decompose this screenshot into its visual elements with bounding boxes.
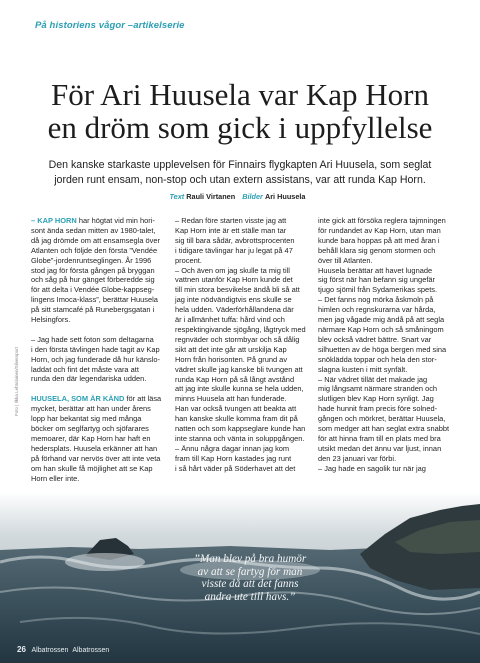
body-line: över till Atlanten. [318,255,373,265]
body-column-3 [318,216,450,474]
page-footer [17,645,109,654]
body-line: för att hinna fram till en plats med bra [318,433,441,443]
body-line: Huusela berättar att havet lugnade [318,265,433,275]
body-line: hela udden. Väderförhållandena där [175,305,294,315]
body-line: – Ännu några dagar innan jag kom [175,443,290,453]
body-line: runda Kap Horn på så långt avstånd [175,374,295,384]
body-line: böcker om seglfartyg och sjöfarares [31,424,149,433]
body-line: lopp har bekantat sig med många [31,414,142,424]
body-line: memoarer, där Kap Horn har haft en [31,433,151,443]
title-line: en dröm som gick i uppfyllelse [47,110,433,145]
magazine-name: Albatrossen [72,647,110,654]
body-line: natten och som kappseglare kunde han [175,424,306,434]
lead-in-keyword: HUUSELA, SOM ÄR KÄND [31,394,125,404]
body-line: den 23 januari var förbi. [318,453,397,463]
body-line: runda den där legendariska udden. [31,374,147,384]
body-line: minns Huusela att han funderade. [175,394,287,404]
body-line: Helsingfors. [31,315,71,325]
body-line: stod jag för första gången på bryggan [31,265,155,275]
body-line: silhuetten av de höga bergen med sina [318,344,447,354]
series-label: På historiens vågor –artikelserie [35,20,185,31]
title-line: För Ari Huusela var Kap Horn [51,77,429,112]
body-line: han kanske skulle komma fram dit på [175,414,298,424]
body-line: i den första tävlingen hade tagit av Kap [31,344,160,354]
body-line: närmare Kap Horn och så småningom [318,324,444,334]
body-line: att jag inte skulle kunna se hela udden, [175,384,304,394]
body-line: respektingivande sjögång, lågtryck med [175,324,306,334]
article-lead [40,158,440,188]
body-line: Horn, och jag funderade då hur känslo- [31,354,160,364]
body-line: slagna kusten i mitt synfält. [318,364,408,374]
body-line: på sitt stamcafé på Runebergsgatan i [31,305,155,315]
body-line: vädret skulle jag kanske bli tvungen att [175,364,303,374]
body-line: då jag drömde om att ensamsegla över [31,235,160,245]
quote-line: visste då att det fanns [201,578,299,590]
body-line: procent. [175,255,202,265]
byline [0,192,480,201]
body-line: – Det fanns nog mörka åskmoln på [318,295,434,305]
body-line: Globe”-jordenruntseglingen. År 1996 [31,255,152,265]
photo-credit: Foto | Ilkka Lehtolainen/Silversport [14,347,19,416]
body-line: Horn eller inte. [31,473,80,483]
body-text: för att läsa [124,394,162,404]
body-line: himlen och regnskurarna var hårda, [318,305,436,315]
body-line: om han skulle få möjlighet att se Kap [31,463,153,473]
body-line: – Redan före starten visste jag att [175,216,287,225]
body-line: men jag vågade mig ändå på att segla [318,315,445,325]
body-line: som medger att han seglat extra snabbt [318,424,450,434]
body-line: sig till bara sådär, avbrottsprocenten [175,235,295,245]
body-line: Horn från horisonten. På grund av [175,354,288,364]
body-line: regnväder och stormbyar och så dålig [175,334,300,344]
body-line: inte gick att försöka reglera tajmningen [318,216,446,225]
quote-line: ”Man blev på bra humör [193,553,307,565]
body-column-2 [175,216,306,474]
body-line: blev också vädret bättre. Snart var [318,334,432,344]
body-line: jag inte nödvändigtvis ens skulle se [175,295,292,305]
body-line: kunde bara hoppas på att med åran i [318,235,440,245]
body-line: och såg på hur gänget förberedde sig [31,275,155,285]
body-line: Atlanten och följde den första ”Vendée [31,245,158,255]
body-line: sikt att det inte går att urskilja Kap [175,344,287,354]
body-column-1 [31,216,162,483]
pull-quote [170,553,330,603]
body-line: i så hårt väder på Söderhavet att det [175,463,296,473]
quote-line: av att se fartyg för man [197,565,303,578]
photo-credit-label: Bilder [242,192,263,201]
body-line: laddat och fint det måste vara att [31,364,139,374]
body-line: behåll klara sig genom stormen och [318,245,436,255]
body-line: – Och även om jag skulle ta mig till [175,265,290,275]
body-line: lingens Imoca-klass”, berättar Huusela [31,295,158,305]
body-line: till min stora besvikelse ändå bli så att [175,285,300,295]
body-line: slutligen blev Kap Horn synligt. Jag [318,394,434,404]
body-line: för rundandet av Kap Horn, utan man [318,225,441,235]
body-line: – Jag hade en sagolik tur när jag [318,463,426,473]
body-line: snöklädda toppar och hela den stor- [318,354,437,364]
body-line: mig långsamt närmare stranden och [318,384,438,394]
photo-credit-name: Ari Huusela [264,192,306,201]
body-line [31,394,162,404]
text-credit-label: Text [169,192,185,201]
page-number: 26 [17,645,26,654]
article-title [0,78,480,144]
body-line [31,216,159,226]
body-line: – När vädret tillät det makade jag [318,374,428,384]
magazine-name: Albatrossen [31,647,69,654]
paragraph-gap [31,384,159,394]
body-line: hedersplats. Huusela erkänner att han [31,443,158,453]
body-line: i tidigare tävlingar har ju legat på 47 [175,245,293,255]
paragraph-gap [31,325,159,335]
lead-line: jorden runt ensam, non-stop och utan extern assistans, var att runda Kap Horn. [54,174,426,186]
body-line: Han var också tvungen att beakta att [175,404,297,414]
body-line: tjugo sjömil från Sydamerikas spets. [318,285,438,295]
body-line: – Jag hade sett foton som deltagarna [31,334,154,344]
body-line: på förhand var nervös över att inte veta [31,453,161,463]
body-line: inte stanna och vänta in soluppgången. [175,433,305,443]
lead-line: Den kanske starkaste upplevelsen för Finnairs flygkapten Ari Huusela, som seglat [48,159,432,171]
body-line: hade hunnit fram precis före solned- [318,404,438,414]
body-line: vattnen utanför Kap Horn kunde det [175,275,293,285]
body-line: mycket, berättar att han under årens [31,404,151,414]
body-line: utsikt medan det ännu var ljust, innan [318,443,442,453]
body-line: fram till Kap Horn kastades jag runt [175,453,292,463]
body-line: sig först när han befann sig ungefär [318,275,436,285]
body-line: gången och mörkret, berättar Huusela, [318,414,446,424]
quote-line: andra ute till havs.” [204,590,296,603]
text-credit-name: Rauli Virtanen [186,192,236,201]
lead-in-keyword: – KAP HORN [31,216,77,225]
body-line: sont ända sedan mitten av 1980-talet, [31,225,156,235]
body-line: Kap Horn inte är ett ställe man tar [175,225,287,235]
body-line: är i allmänhet tuffa: hård vind och [175,315,285,325]
body-line: för att delta i Vendée Globe-kappseg- [31,285,155,295]
body-text: har högtat vid min hori- [76,216,155,225]
